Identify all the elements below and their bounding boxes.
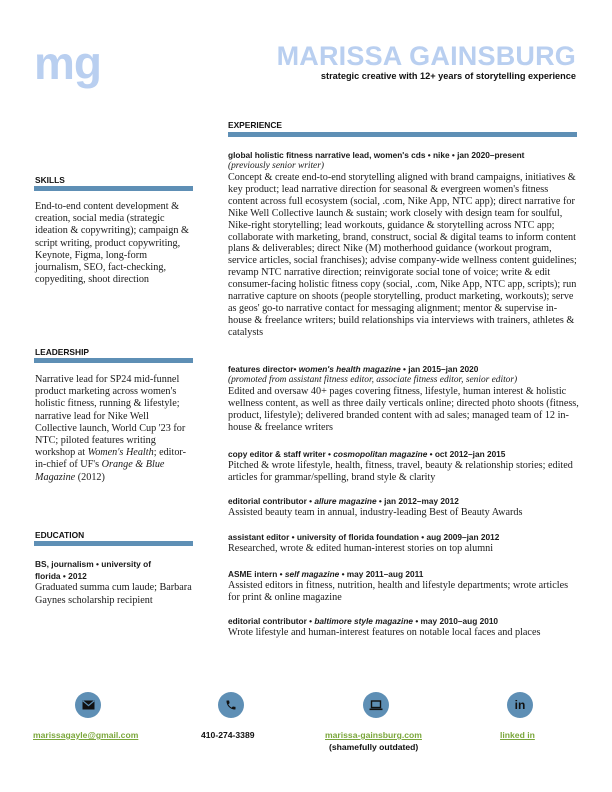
- job-title: editorial contributor • baltimore style magazine • may 2010–aug 2010: [228, 616, 499, 626]
- website-note: (shamefully outdated): [329, 742, 419, 752]
- job-description: Assisted beauty team in annual, industry-leading Best of Beauty Awards: [228, 507, 523, 518]
- laptop-icon[interactable]: [363, 692, 389, 718]
- job-title: global holistic fitness narrative lead, women's cds • nike • jan 2020–present: [228, 150, 525, 160]
- job-entry-nike: [228, 150, 580, 339]
- job-title: assistant editor • university of florida foundation • aug 2009–jan 2012: [228, 532, 500, 542]
- leadership-divider: [34, 358, 193, 363]
- leadership-heading: LEADERSHIP: [35, 347, 89, 357]
- leadership-text: Narrative lead for SP24 mid-funnel product marketing across women's holistic fitness, running & lifestyle; narrative lead for Nike Well Collective launch, World Cup '23 for NTC; piloted features writing workshop at Women's Health; editor-in-chief of UF's Orange & Blue Magazine (2012): [35, 374, 187, 483]
- job-title: copy editor & staff writer • cosmopolitan magazine • oct 2012–jan 2015: [228, 449, 506, 459]
- education-divider: [34, 541, 193, 546]
- education-title-line-2: florida • 2012: [35, 571, 87, 582]
- job-description: Wrote lifestyle and human-interest features on notable local faces and places: [228, 627, 541, 638]
- job-note: (promoted from assistant fitness editor, associate fitness editor, senior editor): [228, 375, 518, 385]
- tagline: strategic creative with 12+ years of storytelling experience: [320, 71, 576, 81]
- job-description: Pitched & wrote lifestyle, health, fitness, travel, beauty & relationship stories; edited articles for grammar/spelling, brand style & clarity: [228, 460, 573, 483]
- candidate-name: MARISSA GAINSBURG: [276, 41, 576, 71]
- phone-number: 410-274-3389: [201, 730, 255, 740]
- job-description: Concept & create end-to-end storytelling aligned with brand campaigns, initiatives & key product; lead narrative direction for seasonal & evergreen women's fitness content across full ecosystem (social, .com, Nike App, NTC app); direct narrative for Nike Well Collective launch & sustain; work closely with design team for soulful, Nike-right storytelling; lead workouts, guidance & storytelling across NTC app; collaborate with marketing, brand, construct, social & digital teams to inform content plans & deliverables; direct Nike (M) motherhood guidance (workout program, service articles, social franchises); advise company-wide wellness content guidelines; revamp NTC narrative direction; reinvigorate social tone of voice; write & edit consumer-facing holistic fitness copy (social, .com, Nike App, NTC app, scripts); run narrative capture on shoots (people storytelling, product marketing, workouts); serve as geos' go-to narrative contact for messaging alignment; mentor & supervise in-house & freelance writers; build relationships via interviews with trainers, athletes & catalysts: [228, 172, 577, 338]
- linkedin-icon[interactable]: in: [507, 692, 533, 718]
- email-link[interactable]: marissagayle@gmail.com: [33, 730, 139, 740]
- job-entry-self: [228, 569, 580, 604]
- skills-divider: [34, 186, 193, 191]
- experience-divider: [228, 132, 577, 137]
- job-title: ASME intern • self magazine • may 2011–aug 2011: [228, 569, 424, 579]
- education-text: Graduated summa cum laude; Barbara Gaynes scholarship recipient: [35, 582, 192, 606]
- skills-text: End-to-end content development & creation, social media (strategic ideation & copywriting); campaign & script writing, product copywriting, Keynote, Figma, long-form journalism, SEO, fact-checking, copyediting, shoot direction: [35, 201, 189, 286]
- job-entry-cosmopolitan: [228, 449, 580, 484]
- linkedin-link[interactable]: linked in: [500, 730, 535, 740]
- monogram-logo: mg: [34, 37, 101, 89]
- website-link[interactable]: marissa-gainsburg.com: [325, 730, 422, 740]
- job-title: editorial contributor • allure magazine • jan 2012–may 2012: [228, 496, 459, 506]
- education-heading: EDUCATION: [35, 530, 85, 540]
- job-entry-allure: [228, 496, 580, 519]
- job-entry-uf-foundation: [228, 532, 580, 555]
- education-entry: [35, 558, 195, 607]
- job-note: (previously senior writer): [228, 161, 324, 171]
- phone-icon[interactable]: [218, 692, 244, 718]
- job-entry-womens-health: [228, 364, 580, 434]
- job-title: features director• women's health magazine • jan 2015–jan 2020: [228, 364, 479, 374]
- job-description: Edited and oversaw 40+ pages covering fitness, lifestyle, human interest & holistic wellness content, as well as three daily verticals online; directed photo shoots (fitness, product, lifestyle); delivered branded content with ad sales; managed team of 12 in-house & freelance writers: [228, 386, 579, 433]
- job-entry-baltimore-style: [228, 616, 580, 639]
- education-title-line-1: BS, journalism • university of: [35, 559, 152, 569]
- job-description: Researched, wrote & edited human-interest stories on top alumni: [228, 543, 494, 554]
- experience-heading: EXPERIENCE: [228, 120, 282, 130]
- skills-heading: SKILLS: [35, 175, 65, 185]
- envelope-icon[interactable]: [75, 692, 101, 718]
- job-description: Assisted editors in fitness, nutrition, health and lifestyle departments; wrote articles for print & online magazine: [228, 580, 569, 603]
